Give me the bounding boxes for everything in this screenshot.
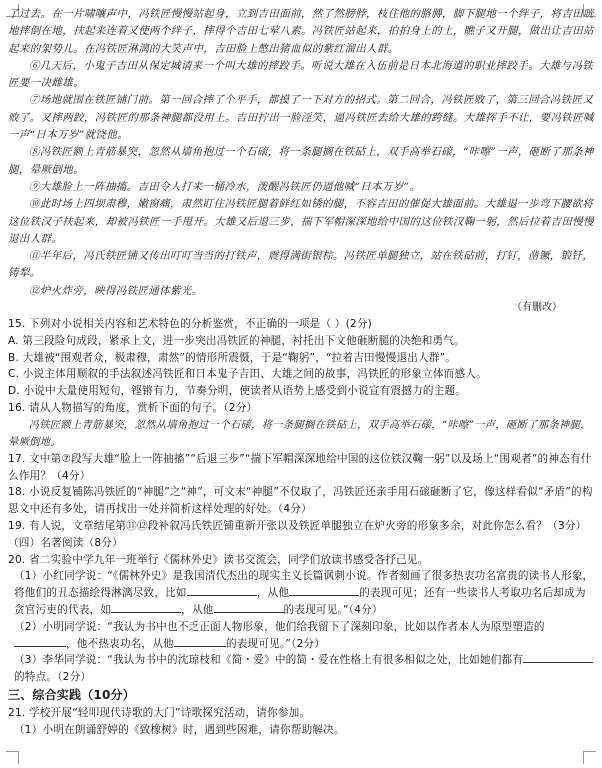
question-16-stem: 16. 请从人物描写的角度，赏析下面的句子。（2分） (8, 402, 258, 415)
question-21-stem: 21. 学校开展“轻叩现代诗歌的大门”诗歌探究活动，请你参加。 (8, 706, 311, 719)
answer-blank[interactable] (214, 602, 284, 613)
question-15-stem: 15. 下列对小说相关内容和艺术特色的分析鉴赏，不正确的一项是（ ）(2分) (8, 318, 372, 331)
question-20-part-2: （2）小明同学说：“我认为书中也不乏正面人物形象，他们给我留下了深刻印象，比如以作者本人为原型塑造的，他不热衷功名，从他 的表现可见。”（2分） (14, 620, 545, 650)
question-15-option-c: C. 小说主体用顺叙的手法叙述冯铁匠和日本鬼子吉田、大雄之间的故事，冯铁匠的形象立体而感人。 (8, 368, 487, 381)
question-15-option-a: A. 第三段险句成段，紧承上文，进一步突出冯铁匠的神腿，衬托出下文他砸断腿的决绝和勇气。 (8, 334, 465, 347)
reading-passage (8, 6, 594, 300)
source-note: （有删改） (512, 302, 562, 314)
question-20-part-3: （3）李华同学说：“我认为书中的沈琼枝和《简・爱》中的简・爱在性格上有很多相似之处，比如她们都有的特点。（2分） (8, 652, 594, 686)
answer-blank[interactable] (111, 602, 181, 613)
question-17: 17. 文中第⑦段写大雄“脸上一阵抽搐”“后退三步”“揣下军帽深深地给中国的这位铁汉鞠一躬”以及场上“围观者”的神态有什么作用？（4分） (8, 452, 592, 482)
answer-blank[interactable] (289, 585, 359, 596)
question-18: 18. 小说反复铺陈冯铁匠的“神腿”之“神”，可文末“神腿”不仅取了，冯铁匠还亲手用石磙砸断了它，像这样看似“矛盾”的构思文中还有多处，请再找出一处并简析这样处理的好处。（4分） (8, 486, 593, 516)
passage-paragraph-9: ⑨大雄脸上一阵抽搐。吉田令人打来一桶冷水，泼醒冯铁匠仍逼他喊“日本万岁”。 (29, 180, 421, 193)
question-20-stem: 20. 省二实验中学九年一班举行《儒林外史》读书交流会，同学们放读书感受各抒己见。 (8, 553, 429, 566)
passage-paragraph: 了过去。在一片啸嚷声中，冯铁匠慢慢站起身，立到吉田面前，然了然膀脖，枝住他的胳膊，脚下腿地一个绊子，将吉田咣地摔倒在地，扶起来连着又使两个绊子，摔得个吉田七荤八素。冯铁匠站起来，拍拍身上的土，瞧子又开腿，做出让吉田站起来的架势儿。在冯铁匠淋漓的大笑声中，吉田脸上憋出猪血似的紫红溜出人群。 (8, 8, 594, 55)
question-list (8, 316, 594, 739)
section-heading-practice: 三、综合实践（10分） (8, 687, 135, 702)
question-20-part-1: （1）小红同学说：“《儒林外史》是我国清代杰出的现实主义长篇讽刺小说。作者刻画了很多热衷功名富贵的读书人形象，将他们的丑态描绘得淋漓尽致，比如 ，从他 的表现可见；还有一些读书人考取功名后却成为贪官污吏的代表，如 ，从他 的表现可见。”（4分） (14, 570, 594, 616)
passage-paragraph-6: ⑥几天后，小鬼子吉田从保定城请来一个叫大雄的摔跤手。听说大雄在入伍前是日本北海道的职业摔跤手。大雄与冯铁匠要一决雌雄。 (8, 59, 594, 90)
answer-blank[interactable] (523, 652, 593, 663)
answer-blank[interactable] (14, 636, 66, 647)
page-content (8, 6, 594, 739)
crop-mark (6, 751, 19, 764)
answer-blank[interactable] (187, 585, 257, 596)
passage-paragraph-8: ⑧冯铁匠额上青筋暴突，忽然从墙角抱过一个石磙，将一条腿搁在铁砧上，双手高举石磙，“咔嚓”一声，砸断了那条神腿，晕厥倒地。 (8, 146, 594, 176)
question-19: 19. 有人说，文章结尾第⑪⑫段补叙冯氏铁匠铺重新开张以及铁匠单腿独立在炉火旁的形象多余，对此你怎么看？（3分） (8, 520, 587, 533)
question-15-option-b: B. 大雄被“围观者众，极肃穆，肃然”的情形所震慑，于是“鞠躬”，“拉着吉田慢慢退出人群”。 (8, 351, 457, 364)
question-16-quote: 冯铁匠额上青筋暴突，忽然从墙角抱过一个石磙，将一条腿搁在铁砧上，双手高举石磙，“咔嚓”一声，砸断了那条神腿，晕厥倒地。 (8, 418, 591, 448)
crop-mark (583, 751, 596, 764)
passage-paragraph-11: ⑪半年后，冯氏铁匠铺又传出叮叮当当的打铁声，震得满街银棕。冯铁匠单腿独立，站在铁砧前，打钉，凿镢，锻钎，铸犁。 (8, 250, 594, 280)
section-heading-classics: （四）名著阅读（8分） (8, 536, 123, 549)
passage-paragraph-12: ⑫炉火炸旁，映得冯铁匠通体紫光。 (29, 284, 203, 297)
passage-paragraph-7: ⑦场地就围在铁匠铺门前。第一回合摔了个平手，都摸了一下对方的招式。第二回合，冯铁匠败了，第三回合冯铁匠又败了。又摔两跤，冯铁匠的那条神腿都没用上。吉田拧出一脸淫笑，逼冯铁匠去给大雄的跨缝。大雄挥手不让，要冯铁匠喊一声“日本万岁”就饶他。 (8, 94, 594, 142)
answer-blank[interactable] (174, 636, 226, 647)
question-21-part-1: （1）小明在朗诵舒婷的《致橡树》时，遇到些困难，请你帮助解决。 (14, 723, 345, 736)
passage-paragraph-10: ⑩此时场上四坝肃穆，嫩窗痛，肃然盯住冯铁匠腿着鲜红如锈的腿，不容吉田的催促大雄面前。大雄退一步弯下腰欲将这位铁汉子扶起来，却被冯铁匠一手甩开。大雄又后退三步，揣下军帽深深地给中国的这位铁汉鞠一躬，然后拉着吉田慢慢退出人群。 (8, 198, 594, 245)
question-15-option-d: D. 小说中大量使用短句，铿锵有力，节奏分明，使读者从语势上感受到小说宣有震撼力的主题。 (8, 385, 467, 398)
